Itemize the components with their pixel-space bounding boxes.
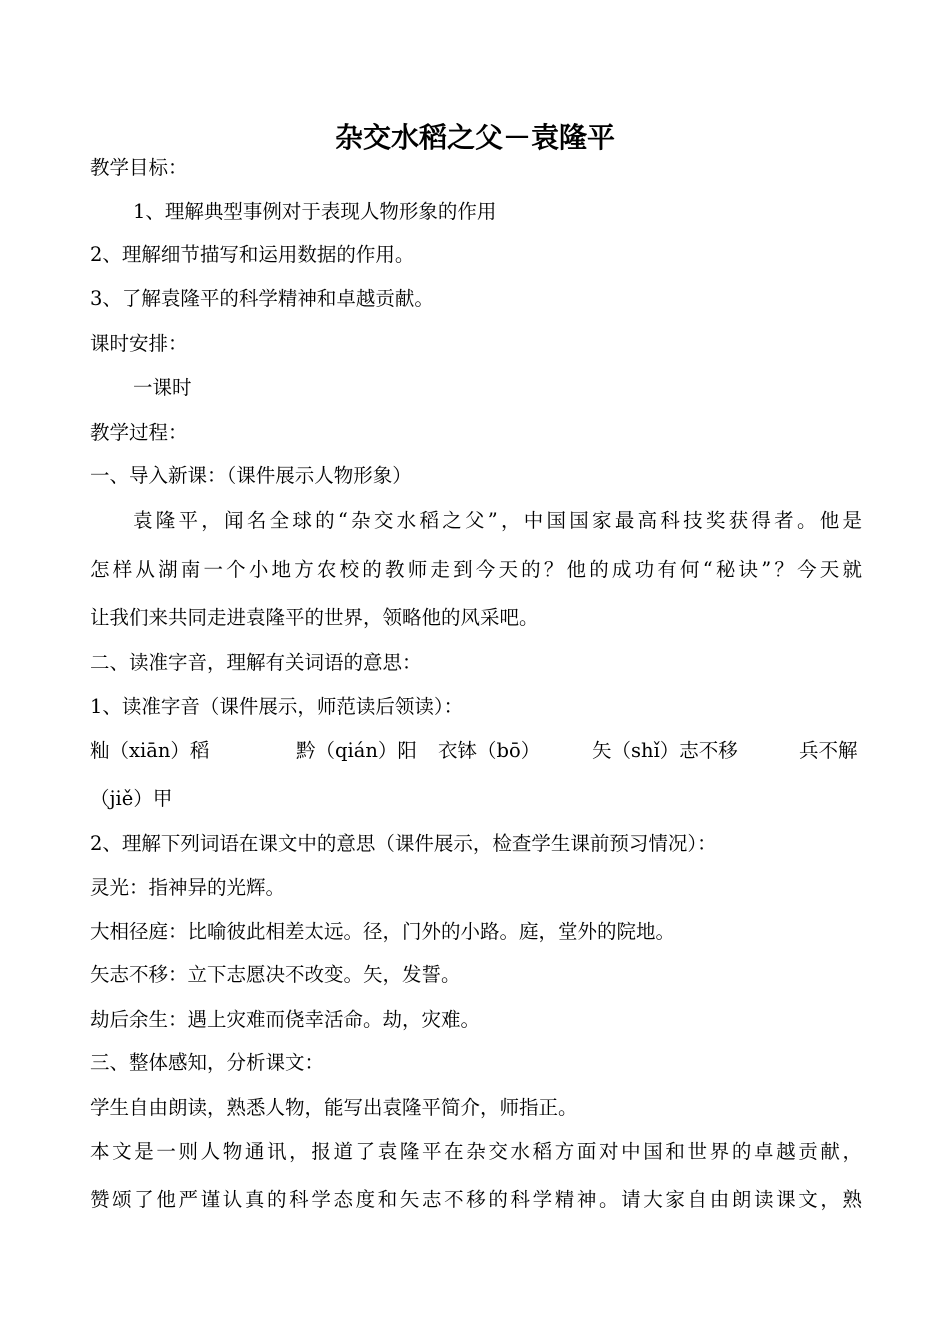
pron-item-4: 矢（shǐ）志不移 <box>592 739 738 762</box>
document-title: 杂交水稻之父－袁隆平 <box>334 121 615 154</box>
intro-paragraph-line-3: 让我们来共同走进袁隆平的世界，领略他的风采吧。 <box>90 606 539 629</box>
process-heading: 教学过程： <box>90 421 188 444</box>
intro-paragraph-line-1: 袁隆平，闻名全球的“杂交水稻之父”，中国国家最高科技奖获得者。他是 <box>133 509 862 532</box>
section-3-heading: 三、整体感知，分析课文： <box>90 1051 325 1074</box>
vocab-heading: 2、理解下列词语在课文中的意思（课件展示，检查学生课前预习情况）： <box>90 832 717 855</box>
vocab-item-1: 灵光：指神异的光辉。 <box>90 876 286 899</box>
pron-item-1: 籼（xiān）稻 <box>90 739 210 762</box>
goal-1: 1、理解典型事例对于表现人物形象的作用 <box>133 200 497 223</box>
goal-2: 2、理解细节描写和运用数据的作用。 <box>90 243 415 266</box>
intro-paragraph-line-2: 怎样从湖南一个小地方农校的教师走到今天的？他的成功有何“秘诀”？今天就 <box>90 558 862 581</box>
pron-item-2: 黔（qián）阳 <box>296 739 417 762</box>
vocab-item-3: 矢志不移：立下志愿决不改变。矢，发誓。 <box>90 963 461 986</box>
goal-3: 3、了解袁隆平的科学精神和卓越贡献。 <box>90 287 434 310</box>
intro-heading: 一、导入新课：（课件展示人物形象） <box>90 464 412 487</box>
pronunciation-heading: 1、读准字音（课件展示，师范读后领读）： <box>90 695 464 718</box>
pron-wrap: （jiě）甲 <box>90 787 173 810</box>
section-3-line-2: 本文是一则人物通讯，报道了袁隆平在杂交水稻方面对中国和世界的卓越贡献， <box>90 1140 862 1163</box>
section-2-heading: 二、读准字音，理解有关词语的意思： <box>90 651 422 674</box>
pron-item-5: 兵不解 <box>799 739 858 762</box>
schedule-heading: 课时安排： <box>90 332 188 355</box>
pron-item-3: 衣钵（bō） <box>438 739 541 762</box>
vocab-item-4: 劫后余生：遇上灾难而侥幸活命。劫，灾难。 <box>90 1008 481 1031</box>
schedule-text: 一课时 <box>133 376 192 399</box>
goals-heading: 教学目标： <box>90 156 188 179</box>
section-3-line-1: 学生自由朗读，熟悉人物，能写出袁隆平简介，师指正。 <box>90 1096 578 1119</box>
section-3-line-3: 赞颂了他严谨认真的科学态度和矢志不移的科学精神。请大家自由朗读课文，熟 <box>90 1188 862 1211</box>
vocab-item-2: 大相径庭：比喻彼此相差太远。径，门外的小路。庭，堂外的院地。 <box>90 920 676 943</box>
